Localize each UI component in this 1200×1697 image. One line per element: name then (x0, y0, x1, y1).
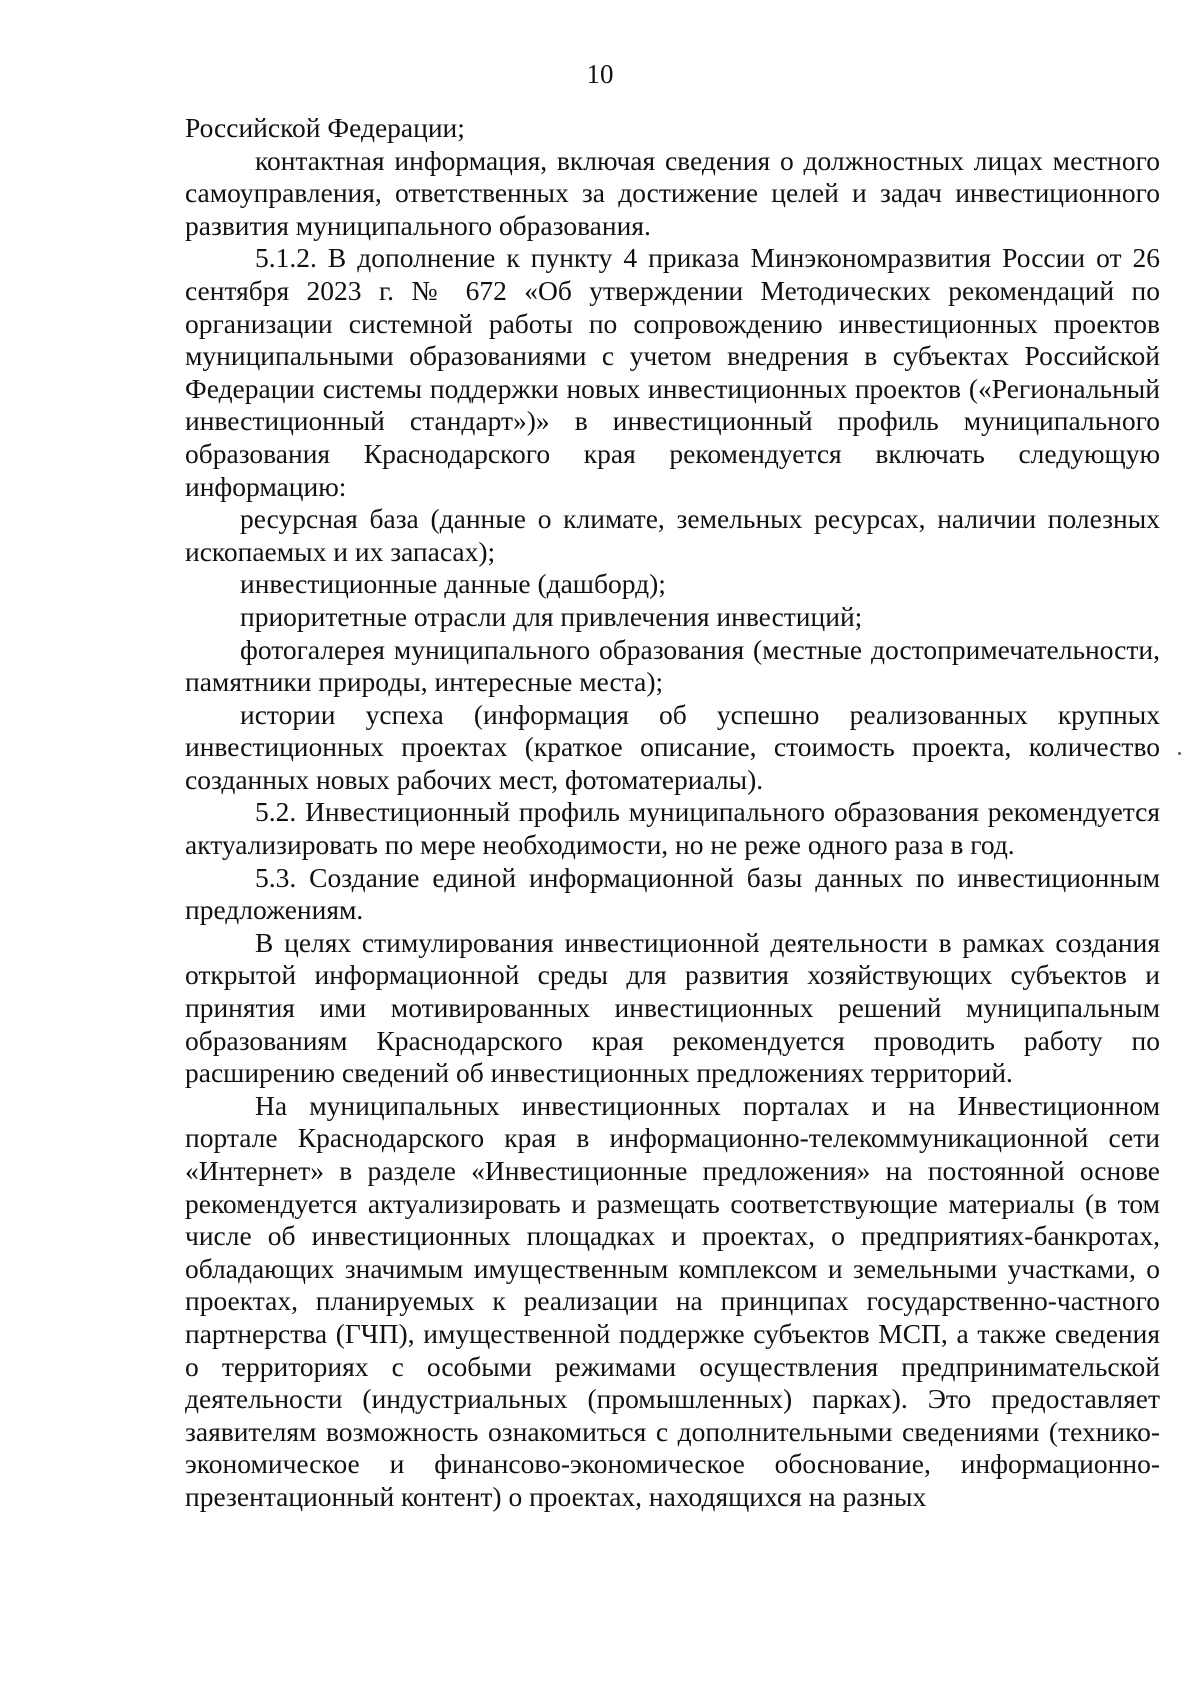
paragraph-portals: На муниципальных инвестиционных порталах и на Инвестиционном портале Краснодарского края в информационно-телекоммуникационной сети «Интернет» в разделе «Инвестиционные предложения» на постоянной основе рекомендуется актуализировать и размещать соответствующие материалы (в том числе об инвестиционных площадках и проектах, о предприятиях-банкротах, обладающих значимым имущественным комплексом и земельными участками, о проектах, планируемых к реализации на принципах государственно-частного партнерства (ГЧП), имущественной поддержке субъектов МСП, а также сведения о территориях с особыми режимами осуществления предпринимательской деятельности (индустриальных (промышленных) парках). Это предоставляет заявителям возможность ознакомиться с дополнительными сведениями (технико-экономическое и финансово-экономическое обоснование, информационно-презентационный контент) о проектах, находящихся на разных (185, 1089, 1160, 1512)
scan-speck (1178, 752, 1181, 755)
list-item-photo-gallery: фотогалерея муниципального образования (местные достопримечательности, памятники природы, интересные места); (185, 633, 1160, 698)
paragraph-continuation: Российской Федерации; (185, 112, 465, 143)
page-number: 10 (586, 59, 614, 89)
list-item-investment-data: инвестиционные данные (дашборд); (240, 568, 666, 600)
list-item-resource-base: ресурсная база (данные о климате, земельных ресурсах, наличии полезных ископаемых и их запасах); (185, 503, 1160, 567)
paragraph-5-3: 5.3. Создание единой информационной базы данных по инвестиционным предложениям. (185, 861, 1160, 926)
paragraph-5-1-2: 5.1.2. В дополнение к пункту 4 приказа Минэкономразвития России от 26 сентября 2023 г. № 672 «Об утверждении Методических рекомендаций по организации системной работы по сопровождению инвестиционных проектов муниципальными образованиями с учетом внедрения в субъектах Российской Федерации системы поддержки новых инвестиционных проектов («Региональный инвестиционный стандарт»)» в инвестиционный профиль муниципального образования Краснодарского края рекомендуется включать следующую информацию: (185, 242, 1160, 502)
paragraph-contact-info: контактная информация, включая сведения о должностных лицах местного самоуправления, ответственных за достижение целей и задач инвестиционного развития муниципального образования. (185, 144, 1160, 241)
paragraph-stimulation: В целях стимулирования инвестиционной деятельности в рамках создания открытой информационной среды для развития хозяйствующих субъектов и принятия ими мотивированных инвестиционных решений муниципальным образованиям Краснодарского края рекомендуется проводить работу по расширению сведений об инвестиционных предложениях территорий. (185, 926, 1160, 1089)
paragraph-5-2: 5.2. Инвестиционный профиль муниципального образования рекомендуется актуализировать по мере необходимости, но не реже одного раза в год. (185, 796, 1160, 861)
list-item-priority-sectors: приоритетные отрасли для привлечения инвестиций; (240, 600, 863, 632)
document-body (185, 112, 1160, 1514)
list-item-success-stories: истории успеха (информация об успешно реализованных крупных инвестиционных проектах (краткое описание, стоимость проекта, количество созданных новых рабочих мест, фотоматериалы). (185, 698, 1160, 795)
